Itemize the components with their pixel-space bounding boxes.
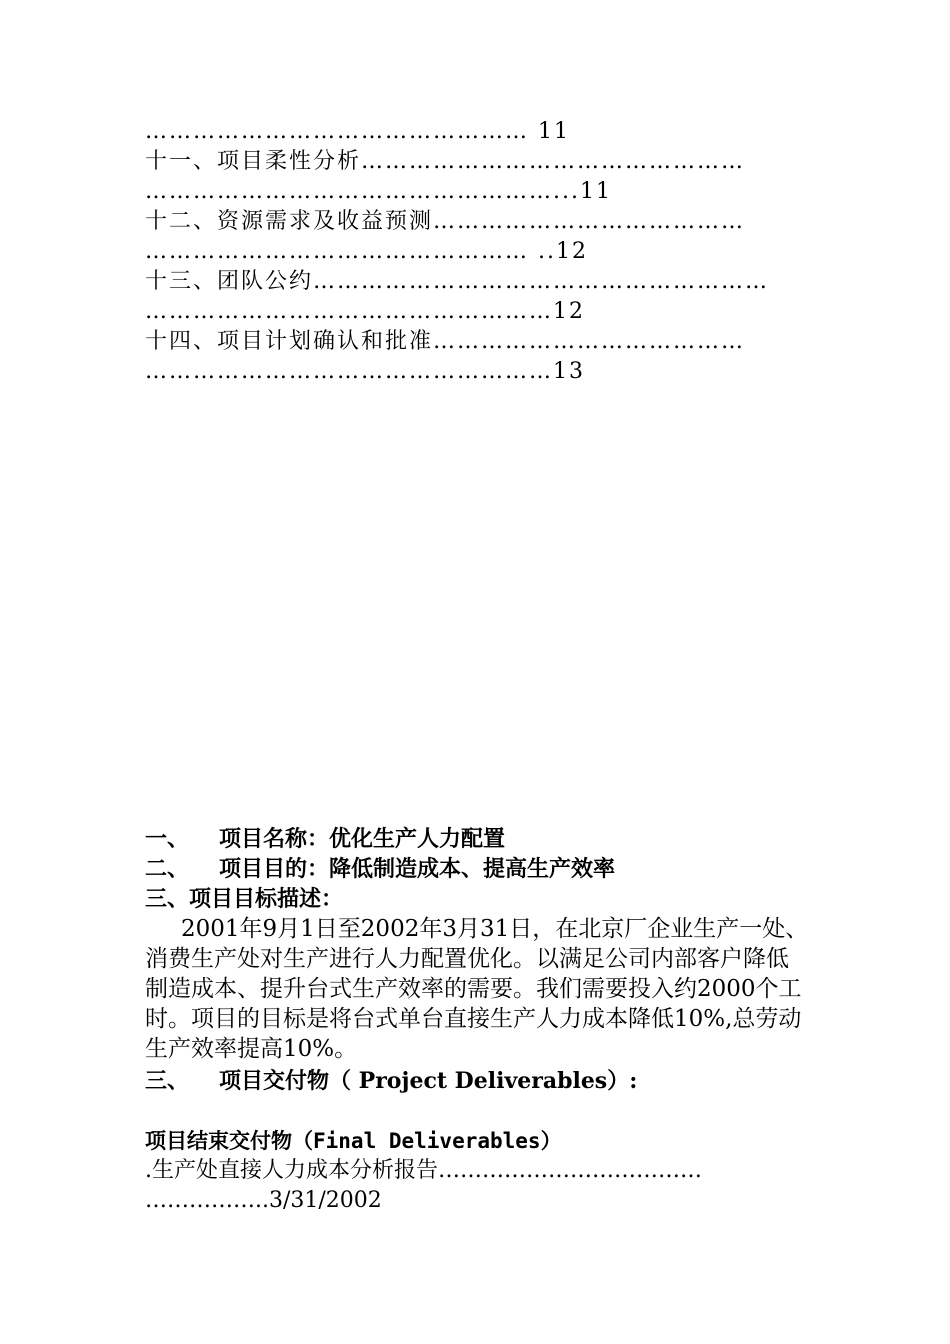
toc-entry-12[interactable]: 十二、资源需求及收益预测………………………………… xyxy=(145,209,746,234)
section-3-body: 2001年9月1日至2002年3月31日，在北京厂企业生产一处、消费生产处对生产进行人力配置优化。以满足公司内部客户降低制造成本、提升台式生产效率的需要。我们需要投入约2000个工时。项目的目标是将台式单台直接生产人力成本降低10%,总劳动生产效率提高10%。 xyxy=(145,916,809,1062)
toc-entry-13[interactable]: 十三、团队公约………………………………………………… xyxy=(145,269,770,294)
deliverable-item: .生产处直接人力成本分析报告……………………………… xyxy=(145,1158,702,1183)
final-deliverables-heading: 项目结束交付物（Final Deliverables） xyxy=(145,1129,562,1153)
toc-line: ……………………………………………...11 xyxy=(145,179,612,204)
toc-line: ……………………………………………13 xyxy=(145,359,585,384)
toc-line: ……………………………………………12 xyxy=(145,299,585,324)
toc-line: ………………………………………… ..12 xyxy=(145,239,588,264)
toc-line: ………………………………………… 11 xyxy=(145,119,570,144)
section-1-heading: 一、 项目名称：优化生产人力配置 xyxy=(145,826,506,852)
section-3-heading: 三、项目目标描述： xyxy=(145,886,344,912)
toc-entry-14[interactable]: 十四、项目计划确认和批准………………………………… xyxy=(145,329,746,354)
deliverable-date: ……………..3/31/2002 xyxy=(145,1188,382,1213)
section-4-heading: 三、 项目交付物（ Project Deliverables）: xyxy=(145,1068,638,1094)
section-2-heading: 二、 项目目的：降低制造成本、提高生产效率 xyxy=(145,856,616,882)
toc-entry-11[interactable]: 十一、项目柔性分析………………………………………… xyxy=(145,149,746,174)
